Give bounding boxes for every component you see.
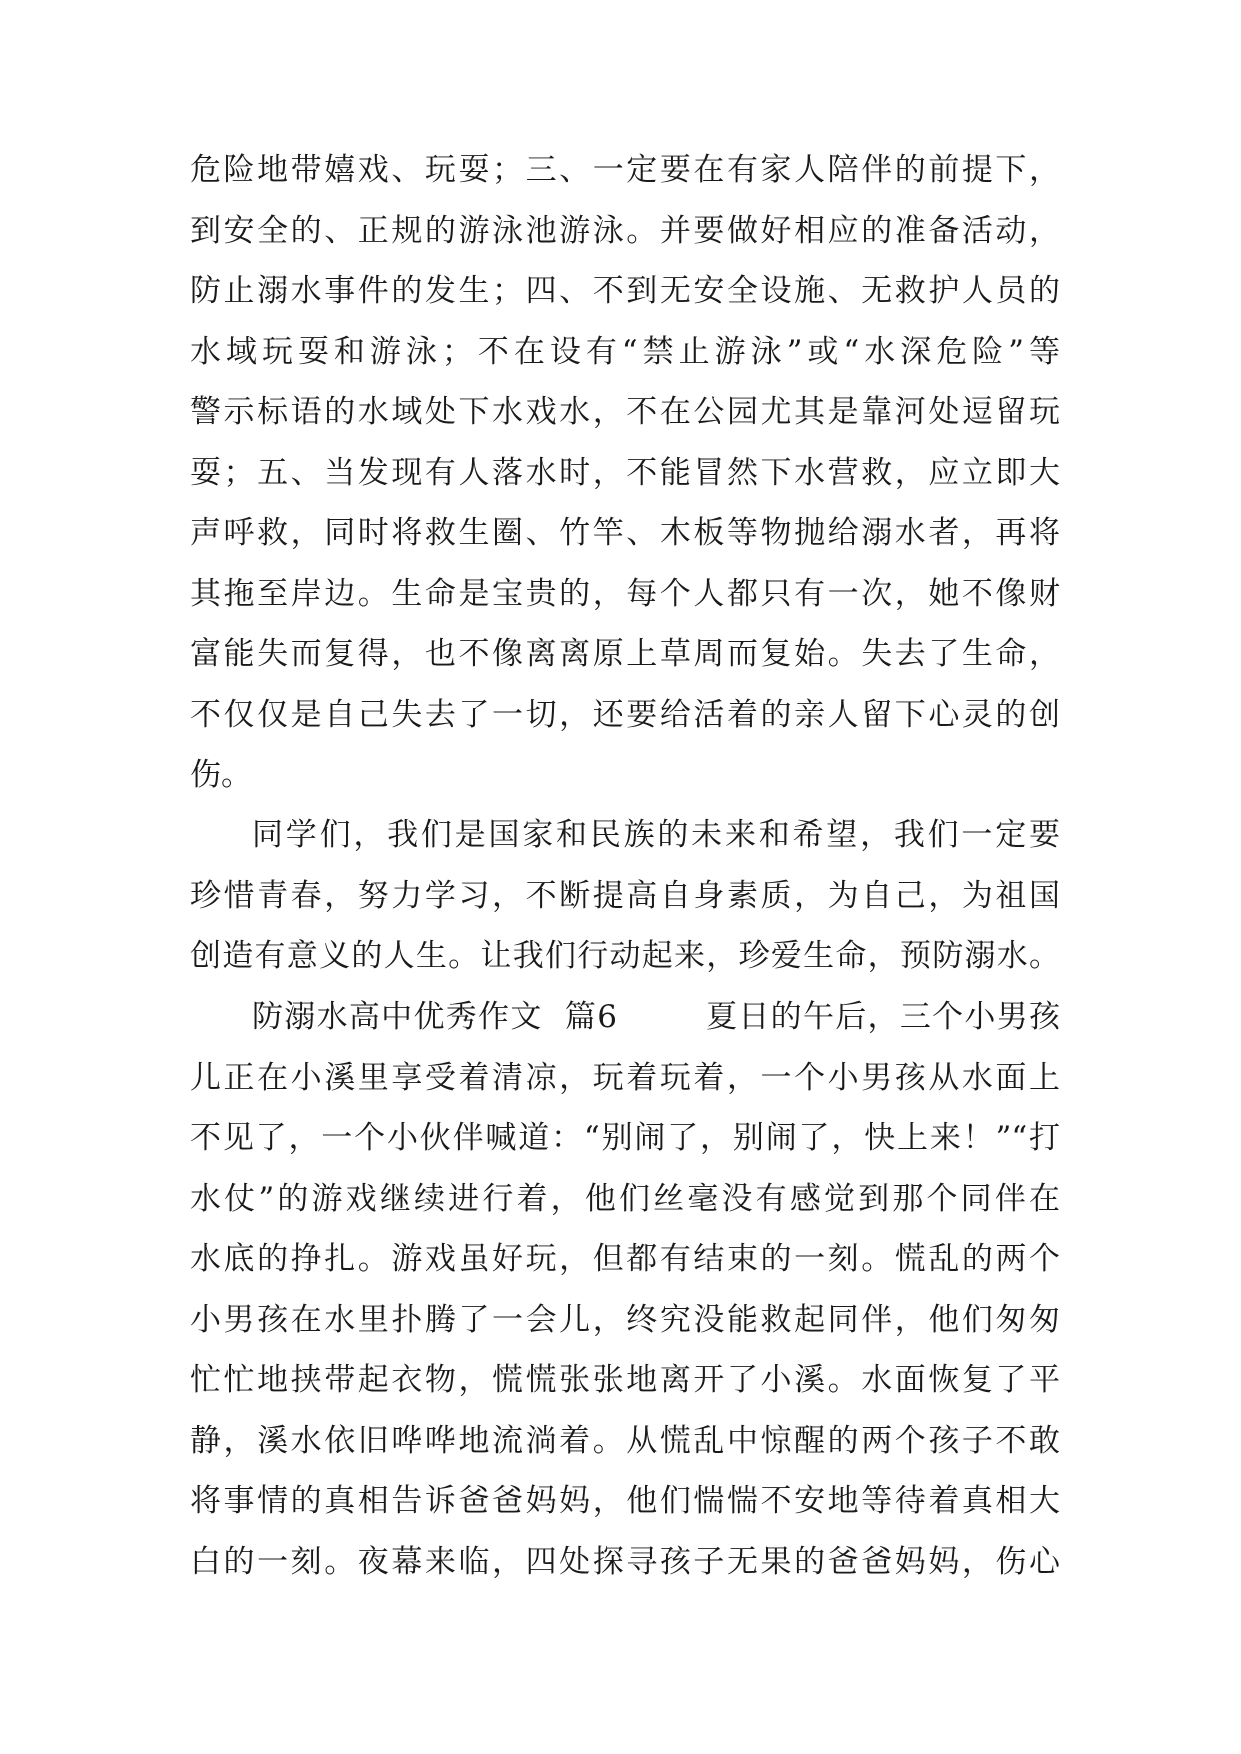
text-line: 到安全的、正规的游泳池游泳。并要做好相应的准备活动，	[190, 212, 1060, 249]
text-line: 不仅仅是自己失去了一切，还要给活着的亲人留下心灵的创	[190, 696, 1060, 733]
text-line: 珍惜青春，努力学习，不断提高自身素质，为自己，为祖国	[190, 877, 1060, 914]
text-line: 不见了，一个小伙伴喊道：“别闹了，别闹了，快上来！”“打	[190, 1120, 1060, 1156]
text-line: 富能失而复得，也不像离离原上草周而复始。失去了生命，	[190, 636, 1060, 672]
text-line: 水域玩耍和游泳；不在设有“禁止游泳”或“水深危险”等	[190, 333, 1060, 370]
text-line: 静，溪水依旧哗哗地流淌着。从慌乱中惊醒的两个孩子不敢	[190, 1422, 1060, 1459]
text-line: 防止溺水事件的发生；四、不到无安全设施、无救护人员的	[190, 273, 1060, 309]
text-line: 伤。	[190, 757, 252, 793]
text-line: 耍；五、当发现有人落水时，不能冒然下水营救，应立即大	[190, 454, 1060, 491]
text-line: 声呼救，同时将救生圈、竹竿、木板等物抛给溺水者，再将	[190, 515, 1060, 551]
text-line: 创造有意义的人生。让我们行动起来，珍爱生命，预防溺水。	[190, 938, 1060, 974]
text-line: 小男孩在水里扑腾了一会儿，终究没能救起同伴，他们匆匆	[190, 1301, 1060, 1338]
essay-heading-line: 防溺水高中优秀作文 篇6 夏日的午后，三个小男孩	[252, 999, 1060, 1035]
text-line: 同学们，我们是国家和民族的未来和希望，我们一定要	[252, 817, 1060, 853]
paragraph-safety-rules	[190, 140, 1060, 806]
text-line: 水仗”的游戏继续进行着，他们丝毫没有感觉到那个同伴在	[190, 1180, 1060, 1217]
text-line: 儿正在小溪里享受着清凉，玩着玩着，一个小男孩从水面上	[190, 1059, 1060, 1096]
text-line: 其拖至岸边。生命是宝贵的，每个人都只有一次，她不像财	[190, 575, 1060, 612]
text-line: 白的一刻。夜幕来临，四处探寻孩子无果的爸爸妈妈，伤心	[190, 1543, 1060, 1580]
text-line: 水底的挣扎。游戏虽好玩，但都有结束的一刻。慌乱的两个	[190, 1241, 1060, 1277]
paragraph-conclusion	[190, 805, 1060, 987]
text-line: 将事情的真相告诉爸爸妈妈，他们惴惴不安地等待着真相大	[190, 1483, 1060, 1519]
text-line: 忙忙地挟带起衣物，慌慌张张地离开了小溪。水面恢复了平	[190, 1362, 1060, 1398]
paragraph-essay-6	[190, 987, 1060, 1592]
text-line: 警示标语的水域处下水戏水，不在公园尤其是靠河处逗留玩	[190, 394, 1060, 430]
text-line: 危险地带嬉戏、玩耍；三、一定要在有家人陪伴的前提下，	[190, 152, 1060, 188]
